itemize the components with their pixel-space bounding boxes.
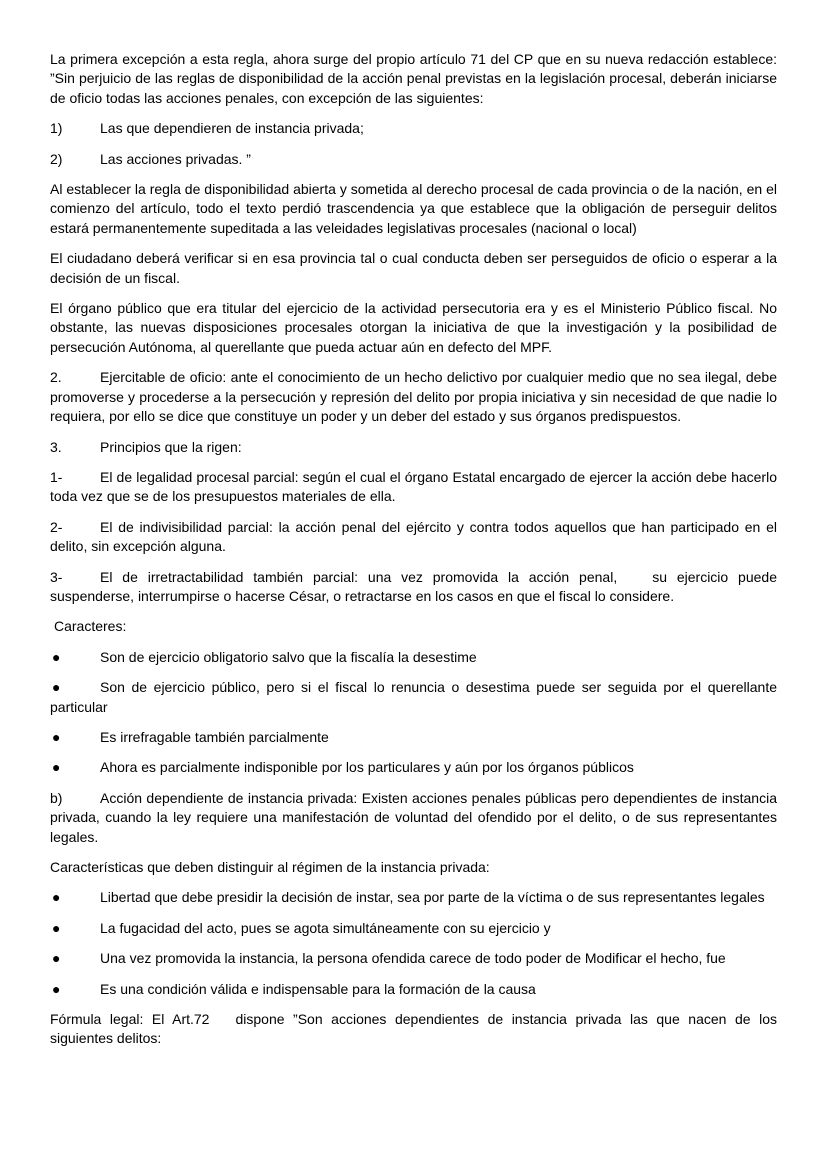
item-label: 3.	[50, 438, 62, 455]
item-text: Acción dependiente de instancia privada: Existen acciones penales públicas pero dependientes de instancia privada, cuando la ley requiere una manifestación de voluntad del ofendido por el delito, o de sus representantes legales.	[50, 789, 777, 845]
list-text: Es irrefragable también parcialmente	[100, 728, 329, 745]
list-item	[50, 150, 777, 169]
list-text: Son de ejercicio público, pero si el fiscal lo renuncia o desestima puede ser seguida por el querellante particular	[50, 679, 777, 715]
bullet-icon: ●	[52, 889, 61, 906]
list-item	[50, 119, 777, 138]
list-text: Libertad que debe presidir la decisión de instar, sea por parte de la víctima o de sus representantes legales	[100, 889, 765, 906]
list-marker: 2)	[50, 150, 63, 167]
formula-text: dispone ”Son acciones dependientes de instancia privada las que nacen de los siguientes delitos:	[50, 1011, 777, 1047]
item-label: 2-	[50, 518, 63, 535]
list-item	[50, 949, 777, 968]
list-text: Una vez promovida la instancia, la persona ofendida carece de todo poder de Modificar el hecho, fue	[100, 950, 726, 967]
bullet-icon: ●	[52, 950, 61, 967]
list-text: La fugacidad del acto, pues se agota simultáneamente con su ejercicio y	[100, 919, 551, 936]
item-label: 2.	[50, 369, 62, 386]
principio-legalidad	[50, 468, 777, 507]
formula-label: Fórmula legal: El Art.72	[50, 1011, 210, 1028]
list-text: Las acciones privadas. ”	[100, 150, 251, 167]
list-item	[50, 678, 777, 717]
bullet-icon: ●	[52, 919, 61, 936]
paragraph-disponibilidad: Al establecer la regla de disponibilidad abierta y sometida al derecho procesal de cada provincia o de la nación, en el comienzo del artículo, todo el texto perdió trascendencia ya que establece que la obligación de perseguir delitos estará permanentemente supeditada a las veleidades legislativas procesales (nacional o local)	[50, 181, 777, 236]
paragraph-intro: La primera excepción a esta regla, ahora surge del propio artículo 71 del CP que en su nueva redacción establece: ”Sin perjuicio de las reglas de disponibilidad de la acción penal previstas en la legislación procesal, deberán iniciarse de oficio todas las acciones penales, con excepción de las siguientes:	[50, 51, 777, 106]
list-text: Son de ejercicio obligatorio salvo que la fiscalía la desestime	[100, 648, 477, 665]
item-principios	[50, 438, 777, 457]
paragraph-ciudadano: El ciudadano deberá verificar si en esa provincia tal o cual conducta deben ser perseguidos de oficio o esperar a la decisión de un fiscal.	[50, 250, 777, 286]
document-page	[50, 50, 777, 1049]
paragraph-organo-publico: El órgano público que era titular del ejercicio de la actividad persecutoria era y es el Ministerio Público fiscal. No obstante, las nuevas disposiciones procesales otorgan la iniciativa de que la investigación y la posibilidad de persecución Autónoma, al querellante que pueda actuar aún en defecto del MPF.	[50, 300, 777, 355]
item-label: 1-	[50, 468, 63, 485]
bullet-icon: ●	[52, 980, 61, 997]
item-label: 3-	[50, 568, 63, 585]
list-item	[50, 888, 777, 907]
list-text: Las que dependieren de instancia privada;	[100, 120, 364, 137]
principio-indivisibilidad	[50, 518, 777, 557]
item-label: b)	[50, 789, 63, 806]
list-item	[50, 980, 777, 999]
paragraph-formula-legal	[50, 1010, 777, 1049]
item-text: El de indivisibilidad parcial: la acción penal del ejército y contra todos aquellos que han participado en el delito, sin excepción alguna.	[50, 518, 777, 555]
bullet-icon: ●	[52, 648, 61, 665]
heading-caracteres: Caracteres:	[54, 618, 127, 635]
list-marker: 1)	[50, 120, 63, 137]
item-instancia-privada	[50, 789, 777, 847]
item-text: El de irretractabilidad también parcial: una vez promovida la acción penal,	[100, 568, 618, 585]
principio-irretractabilidad	[50, 568, 777, 607]
bullet-icon: ●	[52, 679, 61, 696]
list-item	[50, 728, 777, 747]
list-text: Es una condición válida e indispensable para la formación de la causa	[100, 980, 536, 997]
item-text: Ejercitable de oficio: ante el conocimiento de un hecho delictivo por cualquier medio que no sea ilegal, debe promoverse y procederse a la persecución y represión del delito por propia iniciativa y sin necesidad de que nadie lo requiera, por ello se dice que constituye un poder y un deber del estado y sus órganos predispuestos.	[50, 369, 777, 425]
list-item	[50, 919, 777, 938]
bullet-icon: ●	[52, 728, 61, 745]
item-text: Principios que la rigen:	[100, 438, 242, 455]
item-text: El de legalidad procesal parcial: según el cual el órgano Estatal encargado de ejercer la acción debe hacerlo toda vez que se de los presupuestos materiales de ella.	[50, 468, 777, 505]
list-text: Ahora es parcialmente indisponible por los particulares y aún por los órganos públicos	[100, 759, 634, 776]
list-item	[50, 758, 777, 777]
item-ejercitable	[50, 368, 777, 426]
heading-caracteristicas: Características que deben distinguir al régimen de la instancia privada:	[50, 859, 490, 875]
item-text: su ejercicio puede suspenderse, interrumpirse o hacerse César, o retractarse en los casos en que el fiscal lo considere.	[50, 568, 777, 604]
bullet-icon: ●	[52, 759, 61, 776]
list-item	[50, 648, 777, 667]
